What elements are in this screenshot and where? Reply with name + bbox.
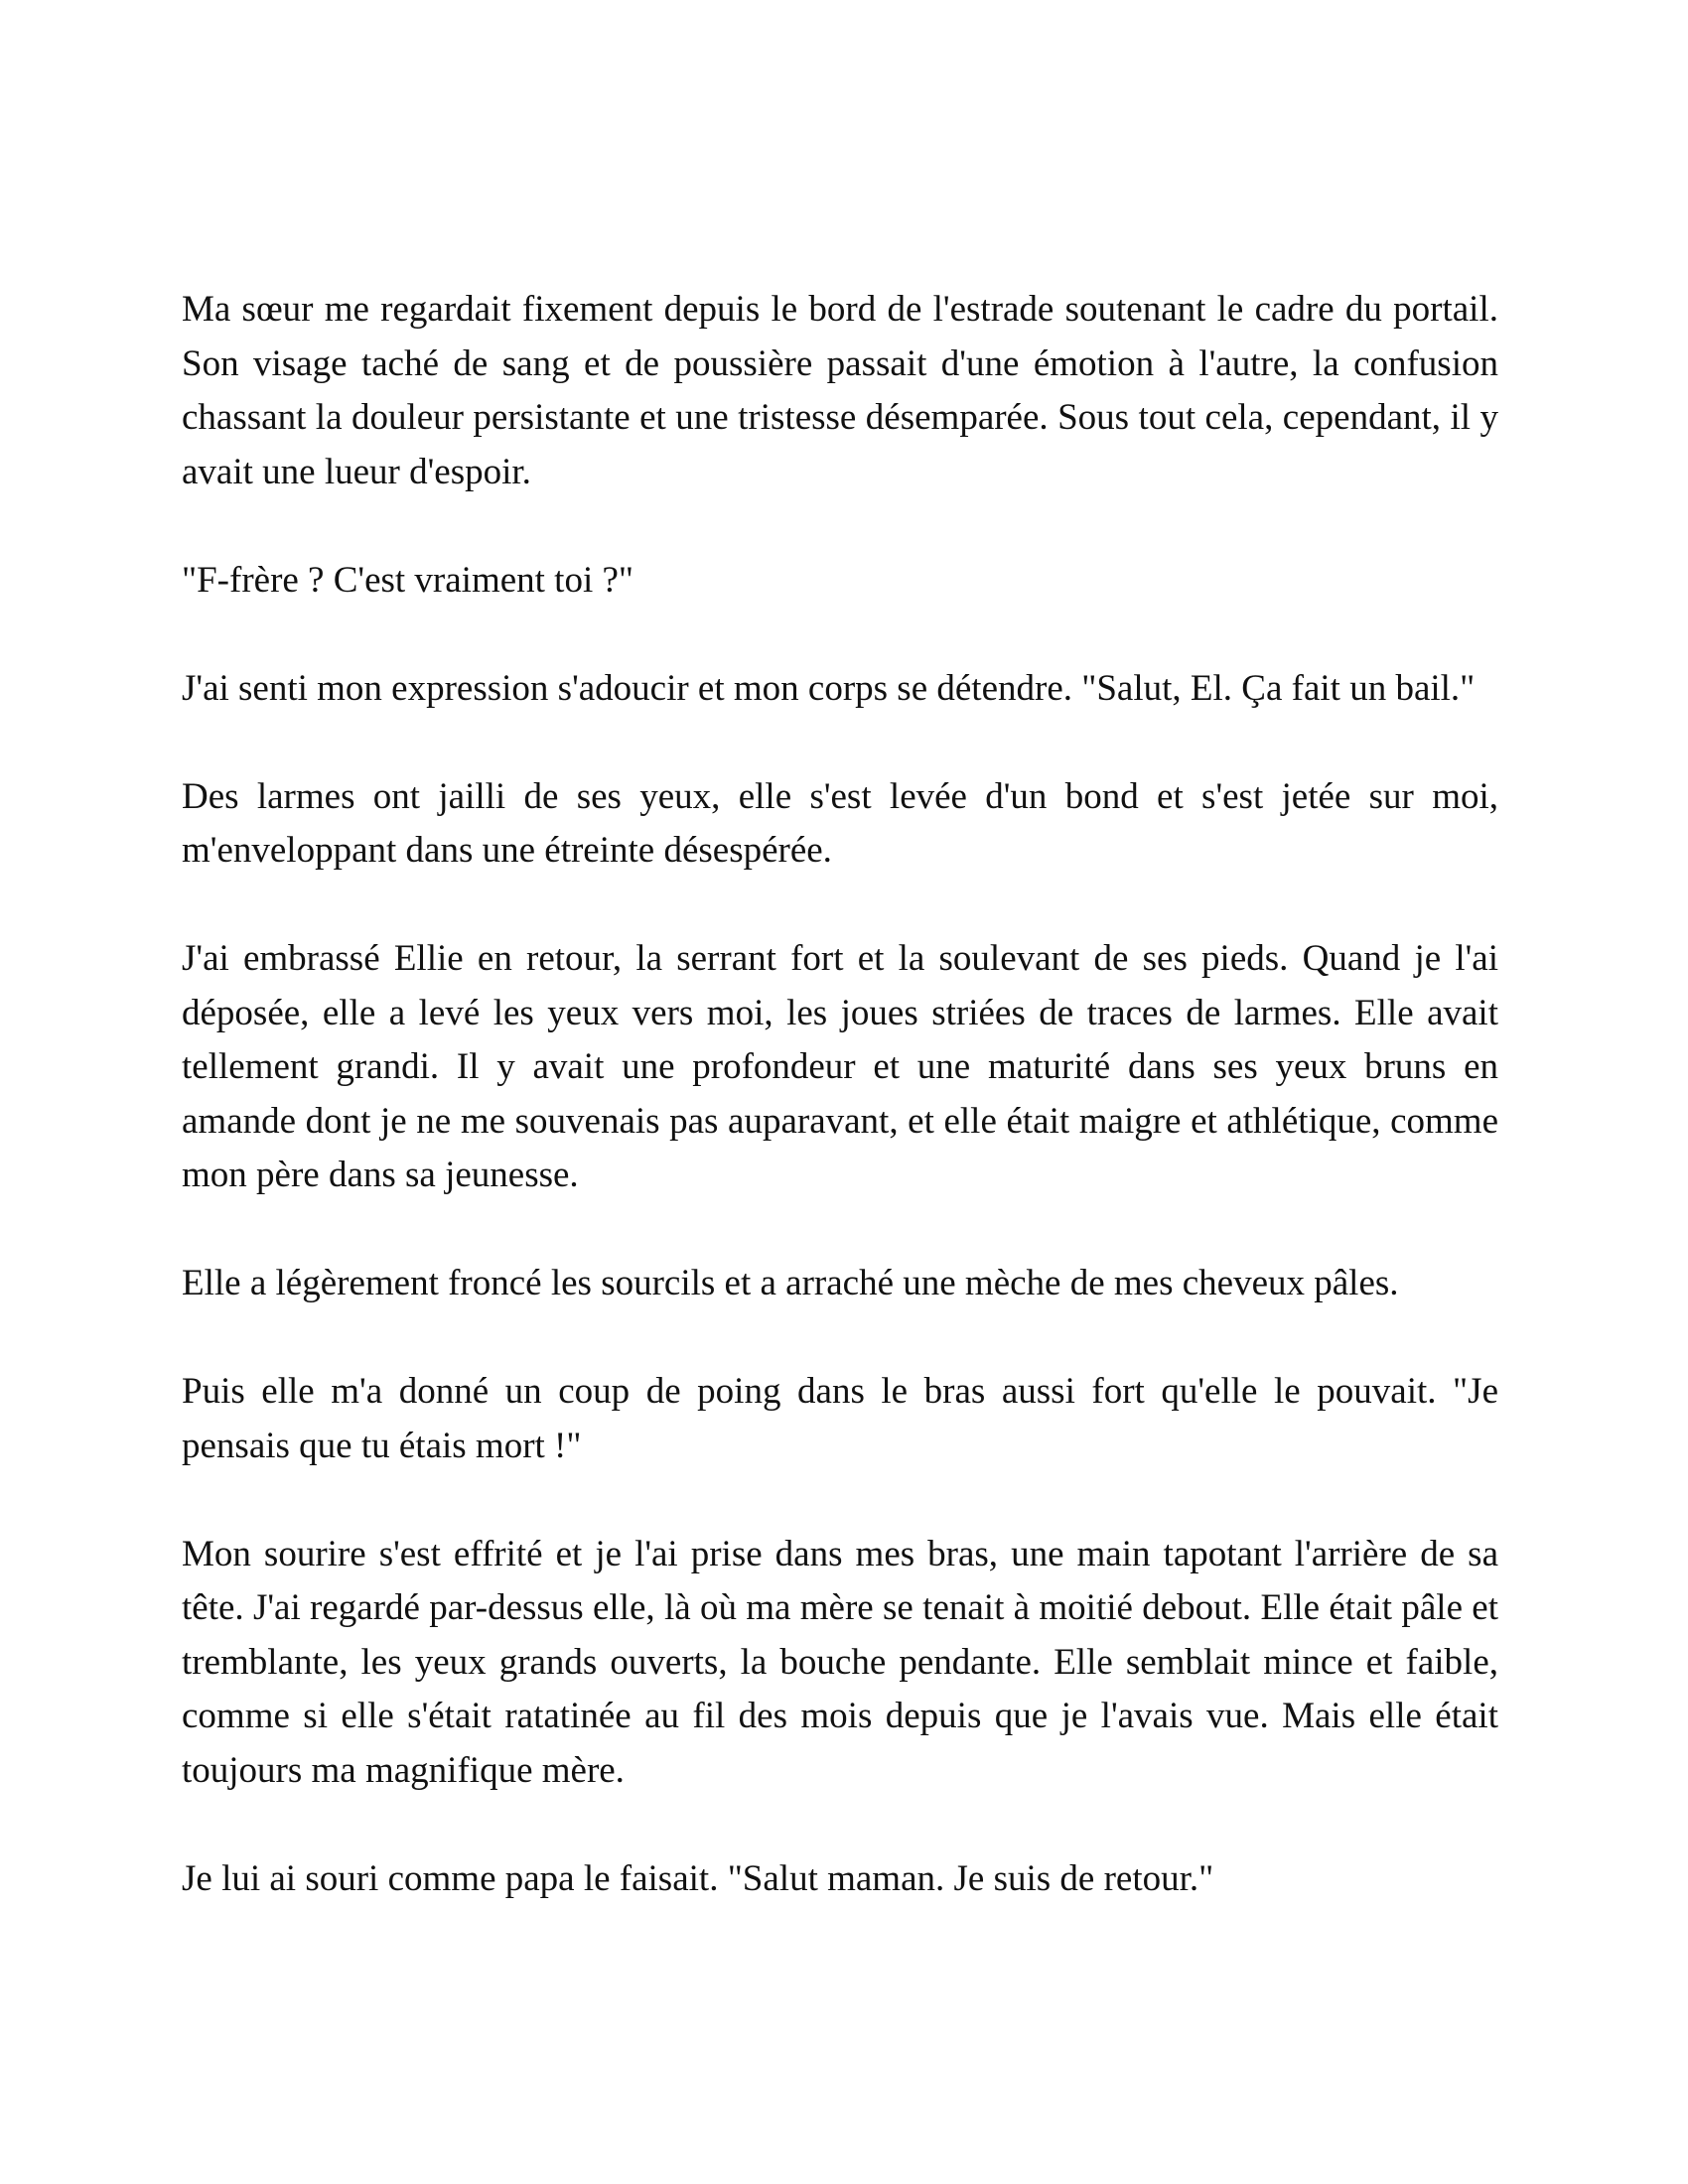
paragraph-3: J'ai senti mon expression s'adoucir et mon corps se détendre. "Salut, El. Ça fait un bail." (182, 667, 1476, 709)
paragraph-9: Je lui ai souri comme papa le faisait. "Salut maman. Je suis de retour." (182, 1857, 1214, 1899)
paragraph-1: Ma sœur me regardait fixement depuis le bord de l'estrade soutenant le cadre du portail. Son visage taché de sang et de poussière passait d'une émotion à l'autre, la confusion chassant la douleur persistante et une tristesse désemparée. Sous tout cela, cependant, il y avait une lueur d'espoir. (182, 289, 1498, 492)
paragraph-5: J'ai embrassé Ellie en retour, la serrant fort et la soulevant de ses pieds. Quand je l'ai déposée, elle a levé les yeux vers moi, les joues striées de traces de larmes. Elle avait tellement grandi. Il y avait une profondeur et une maturité dans ses yeux bruns en amande dont je ne me souvenais pas auparavant, et elle était maigre et athlétique, comme mon père dans sa jeunesse. (182, 938, 1498, 1195)
paragraph-8: Mon sourire s'est effrité et je l'ai prise dans mes bras, une main tapotant l'arrière de sa tête. J'ai regardé par-dessus elle, là où ma mère se tenait à moitié debout. Elle était pâle et tremblante, les yeux grands ouverts, la bouche pendante. Elle semblait mince et faible, comme si elle s'était ratatinée au fil des mois depuis que je l'avais vue. Mais elle était toujours ma magnifique mère. (182, 1533, 1498, 1791)
paragraph-7: Puis elle m'a donné un coup de poing dans le bras aussi fort qu'elle le pouvait. "Je pensais que tu étais mort !" (182, 1371, 1498, 1466)
paragraph-6: Elle a légèrement froncé les sourcils et a arraché une mèche de mes cheveux pâles. (182, 1263, 1399, 1303)
paragraph-4: Des larmes ont jailli de ses yeux, elle s'est levée d'un bond et s'est jetée sur moi, m'enveloppant dans une étreinte désespérée. (182, 775, 1498, 871)
paragraph-2: "F-frère ? C'est vraiment toi ?" (182, 559, 634, 601)
document-page (182, 283, 1498, 1906)
